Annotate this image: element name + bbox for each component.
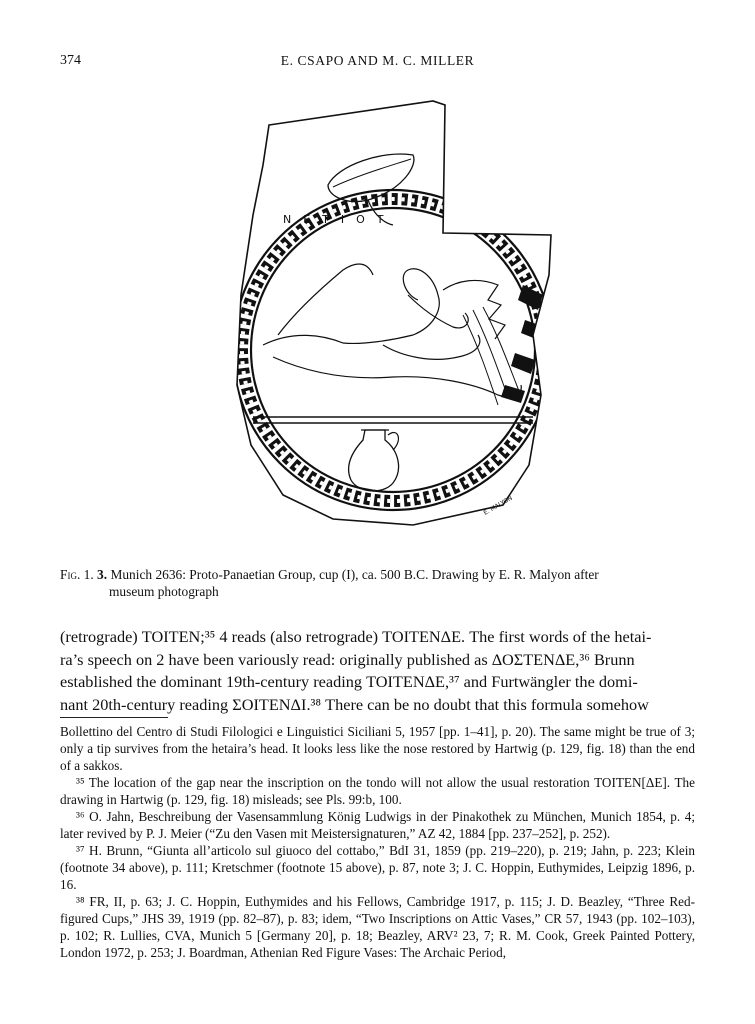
- body-line-4: nant 20th-century reading ΣΟΙΤΕΝΔΙ.³⁸ There can be no doubt that this formula somehow: [60, 694, 649, 714]
- cup-tondo-drawing: [233, 95, 555, 535]
- caption-label: Fig. 1.: [60, 567, 94, 582]
- caption-number: 3.: [97, 567, 108, 582]
- footnote-37: ³⁷ H. Brunn, “Giunta all’articolo sul giuoco del cottabo,” BdI 31, 1859 (pp. 219–220), p. 219; Jahn, p. 223; Klein (footnote 34 above), p. 111; Kretschmer (footnote 15 above), p. 87, note 3; J. C. Hoppin, Euthymides, Leipzig 1896, p. 16.: [60, 843, 695, 892]
- page-number: 374: [60, 53, 81, 68]
- running-head: E. CSAPO AND M. C. MILLER: [280, 53, 475, 68]
- footnotes: [60, 723, 695, 961]
- figure-caption: [60, 566, 695, 600]
- footnote-36: ³⁶ O. Jahn, Beschreibung der Vasensammlung König Ludwigs in der Pinakothek zu München, Munich 1854, p. 4; later revived by P. J. Meier (“Zu den Vasen mit Meistersignaturen,” AZ 42, 1884 [pp. 237–252], p. 252).: [60, 809, 695, 841]
- footnote-35: ³⁵ The location of the gap near the inscription on the tondo will not allow the usual restoration ΤΟΙΤΕΝ[ΔΕ]. The drawing in Hartwig (p. 129, fig. 18) misleads; see Pls. 99:b, 100.: [60, 775, 695, 807]
- footnote-rule: [60, 717, 168, 718]
- body-line-1: (retrograde) ΤΟΙΤΕΝ;³⁵ 4 reads (also retrograde) ΤΟΙΤΕΝΔΕ. The first words of the hetai-: [60, 627, 652, 646]
- figure-signature: E. MALYON: [482, 494, 514, 517]
- footnote-continuation: Bollettino del Centro di Studi Filologici e Linguistici Siciliani 5, 1957 [pp. 1–41], p. 20). The same might be true of 3; only a tip survives from the hetaira’s head. It looks less like the nose restored by Hartwig (p. 129, fig. 18) than the end of a sakkos.: [60, 724, 695, 773]
- figure-inscription: ΝΕΤΙΟΤ: [283, 213, 396, 226]
- body-line-3: established the dominant 19th-century reading ΤΟΙΤΕΝΔΕ,³⁷ and Furtwängler the domi-: [60, 672, 638, 691]
- body-paragraph: [60, 626, 695, 716]
- body-line-2: ra’s speech on 2 have been variously read: originally published as ΔΟΣΤΕΝΔΕ,³⁶ Brunn: [60, 649, 635, 669]
- caption-text-line2: museum photograph: [109, 584, 219, 599]
- footnote-38: ³⁸ FR, II, p. 63; J. C. Hoppin, Euthymides and his Fellows, Cambridge 1917, p. 115; J. D. Beazley, “Three Red-figured Cups,” JHS 39, 1919 (pp. 82–87), p. 83; idem, “Two Inscriptions on Attic Vases,” CR 57, 1943 (pp. 102–103), p. 102; R. Lullies, CVA, Munich 5 [Germany 20], p. 18; Beazley, ARV² 23, 7; R. M. Cook, Greek Painted Pottery, London 1972, p. 253; J. Boardman, Athenian Red Figure Vases: The Archaic Period,: [60, 894, 695, 960]
- caption-text-line1: Munich 2636: Proto-Panaetian Group, cup (I), ca. 500 B.C. Drawing by E. R. Malyon after: [110, 567, 599, 582]
